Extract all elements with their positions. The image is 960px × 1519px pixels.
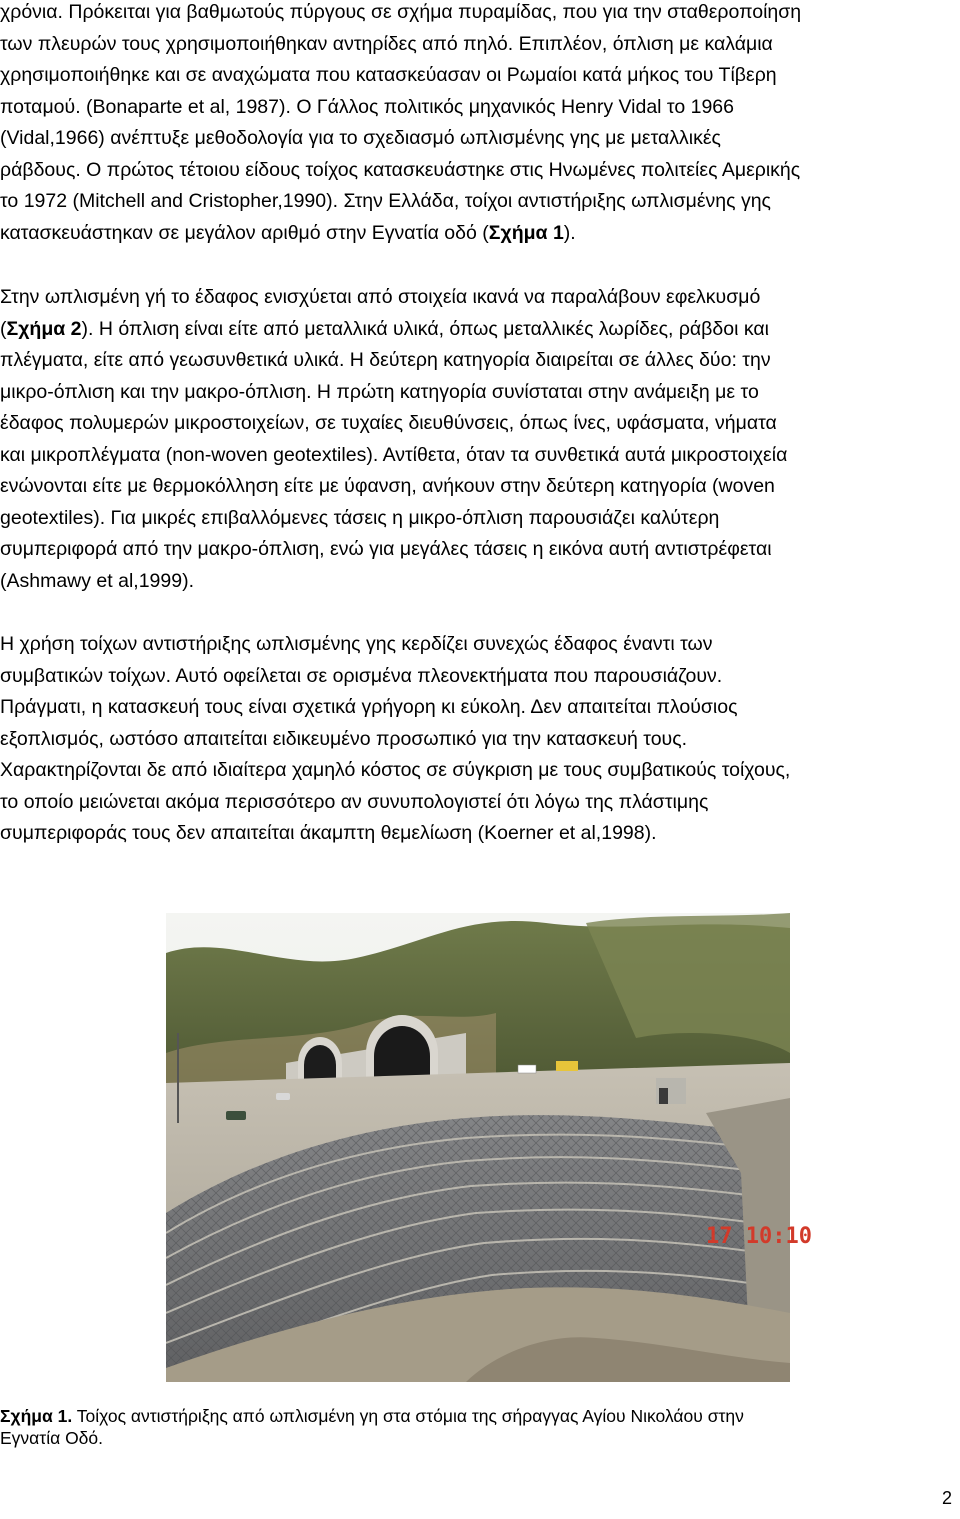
figure-reference-2: Σχήμα 2 [6, 317, 82, 340]
figure-photo-retaining-wall [166, 913, 812, 1382]
caption-text: Τοίχος αντιστήριξης από ωπλισμένη γη στα στόμια της σήραγγας Αγίου Νικολάου στην Εγνατία Οδό. [0, 1406, 744, 1448]
paragraph-text: Η χρήση τοίχων αντιστήριξης ωπλισμένης γης κερδίζει συνεχώς έδαφος έναντι των συμβατικών τοίχων. Αυτό οφείλεται σε ορισμένα πλεονεκτήματα που παρουσιάζουν. Πράγματι, η κατασκευή τους είναι σχετικά γρήγορη κι εύκολη. Δεν απαιτείται πλούσιος εξοπλισμός, ωστόσο απαιτείται ειδικευμένο προσωπικό για την κατασκευή τους. Χαρακτηρίζονται δε από ιδιαίτερα χαμηλό κόστος σε σύγκριση με τους συμβατικούς τοίχους, το οποίο μειώνεται ακόμα περισσότερο αν συνυπολογιστεί ότι λόγω της πλάστιμης συμπεριφοράς τους δεν απαιτείται άκαμπτη θεμελίωση (Koerner et al,1998). [0, 633, 791, 844]
photo-timestamp: 17 10:10 [706, 1224, 812, 1249]
machinery-yellow [556, 1061, 578, 1071]
paragraph-text: Στην ωπλισμένη γή το έδαφος ενισχύεται από στοιχεία ικανά να παραλάβουν εφελκυσμό ( [0, 286, 761, 340]
caption-label: Σχήμα 1. [0, 1406, 73, 1426]
paragraph-text: ). [563, 221, 576, 244]
paragraph-reinforcement [0, 282, 956, 597]
page-number: 2 [941, 1488, 952, 1508]
figure-reference-1: Σχήμα 1 [488, 221, 564, 244]
paragraph-history [0, 0, 956, 249]
photo-illustration [166, 913, 812, 1382]
control-building-door [659, 1088, 668, 1104]
car-white [276, 1093, 290, 1100]
paragraph-text: ). Η όπλιση είναι είτε από μεταλλικά υλικά, όπως μεταλλικές λωρίδες, ράβδοι και πλέγματα, είτε από γεωσυνθετικά υλικά. Η δεύτερη κατηγορία διαιρείται σε άλλες δύο: την μικρο-όπλιση και την μακρο-όπλιση. Η πρώτη κατηγορία συνίσταται στην ανάμειξη με το έδαφος πολυμερών μικροστοιχείων, σε τυχαίες διευθύνσεις, όπως ίνες, υφάσματα, νήματα και μικροπλέγματα (non-woven geotextiles). Αντίθετα, όταν τα συνθετικά αυτά μικροστοιχεία ενώνονται είτε με θερμοκόλληση είτε με ύφανση, ανήκουν στην δεύτερη κατηγορία (woven geotextiles). Για μικρές επιβαλλόμενες τάσεις η μικρο-όπλιση παρουσιάζει καλύτερη συμπεριφορά από την μακρο-όπλιση, ενώ για μεγάλες τάσεις η εικόνα αυτή αντιστρέφεται (Ashmawy et al,1999). [0, 317, 788, 592]
car-green [226, 1111, 246, 1120]
paragraph-text: χρόνια. Πρόκειται για βαθμωτούς πύργους σε σχήμα πυραμίδας, που για την σταθεροποίηση των πλευρών τους χρησιμοποιήθηκαν αντηρίδες από πηλό. Επιπλέον, όπλιση με καλάμια χρησιμοποιήθηκε και σε αναχώματα που κατασκεύασαν οι Ρωμαίοι κατά μήκος του Τίβερη ποταμού. (Bonaparte et al, 1987). Ο Γάλλος πολιτικός μηχανικός Henry Vidal το 1966 (Vidal,1966) ανέπτυξε μεθοδολογία για το σχεδιασμό ωπλισμένης γης με μεταλλικές ράβδους. Ο πρώτος τέτοιου είδους τοίχος κατασκευάστηκε στις Ηνωμένες πολιτείες Αμερικής το 1972 (Mitchell and Cristopher,1990). Στην Ελλάδα, τοίχοι αντιστήριξης ωπλισμένης γης κατασκευάστηκαν σε μεγάλον αριθμό στην Εγνατία οδό ( [0, 1, 802, 244]
paragraph-advantages [0, 629, 956, 850]
site-cabin [518, 1065, 536, 1073]
figure-caption [0, 1405, 956, 1449]
